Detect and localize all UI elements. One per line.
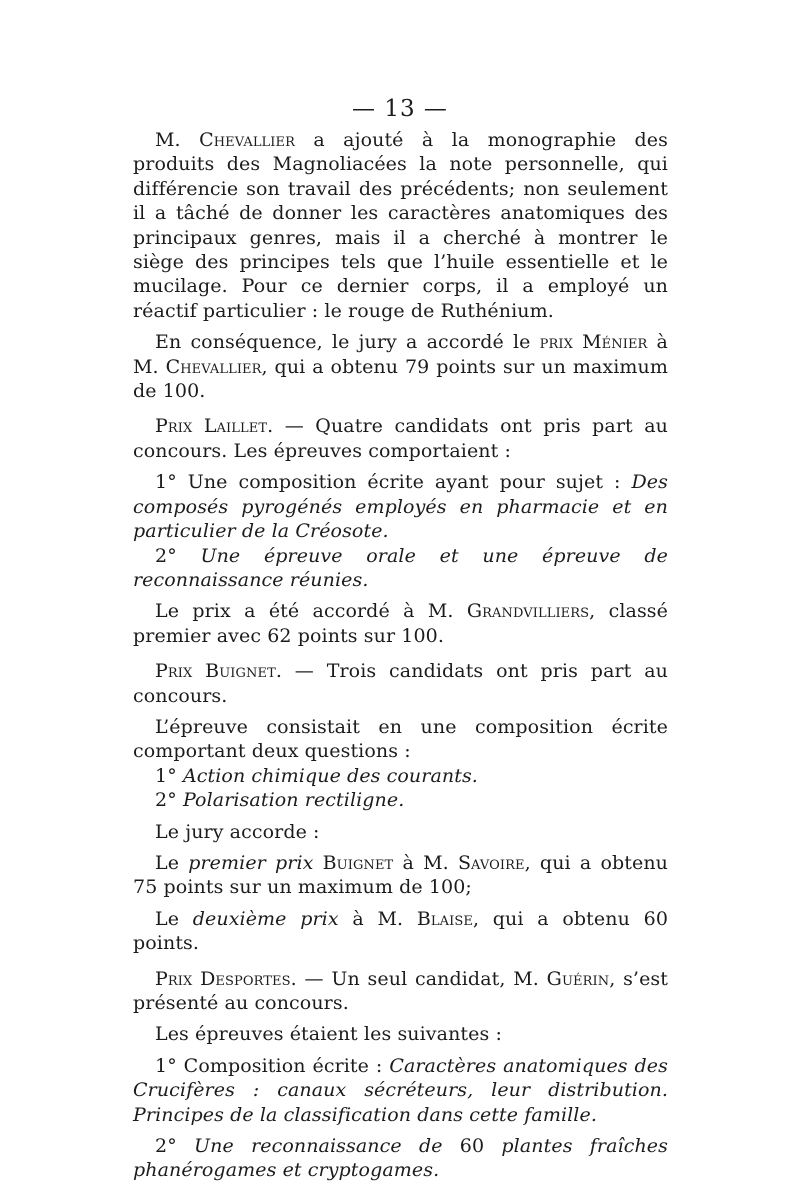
text-run: En conséquence, le jury a accordé le xyxy=(155,331,540,354)
paragraph-prix-menier-award xyxy=(133,330,668,403)
text-run xyxy=(313,852,322,874)
text-run: 60 xyxy=(442,1135,502,1158)
text-run: Chevallier xyxy=(199,129,295,151)
text-run: prix Ménier xyxy=(539,331,648,354)
text-run: à M. xyxy=(393,851,458,874)
text-run: Savoire xyxy=(457,851,525,874)
text-run: Une reconnaissance de xyxy=(194,1135,443,1158)
text-run: Une épreuve orale et une épreuve de reconnaissance réunies. xyxy=(133,544,668,591)
paragraph-buignet-item-2 xyxy=(133,788,668,812)
text-run: Polarisation rectiligne. xyxy=(182,789,405,812)
text-run: Des composés pyrogénés employés en pharmacie et en particulier de la Créosote. xyxy=(133,471,668,543)
text-run: , qui a obtenu 79 points sur un maximum de 100. xyxy=(133,355,668,403)
text-run: , classé premier avec 62 points sur 100. xyxy=(133,600,669,647)
text-run: 2° xyxy=(155,1135,195,1158)
paragraph-buignet-exam xyxy=(133,715,668,764)
text-run: , qui a obtenu 75 points sur un maximum de 100; xyxy=(133,851,669,899)
paragraph-laillet-award xyxy=(133,599,668,648)
page-number: — 13 — xyxy=(352,96,448,122)
paragraph-prix-desportes xyxy=(133,967,668,1016)
text-run: . — Quatre candidats ont pris part au concours. Les épreuves comportaient : xyxy=(133,415,668,462)
text-run: Prix Desportes xyxy=(155,967,291,990)
text-run: premier prix xyxy=(188,851,314,874)
text-run: deuxième prix xyxy=(192,907,339,930)
text-run: Prix Laillet xyxy=(155,415,268,438)
text-run: Le prix a été accordé à M. xyxy=(155,600,467,623)
text-run: Chevallier xyxy=(165,355,262,378)
text-run: Prix Buignet xyxy=(155,660,276,683)
paragraph-jury-accorde xyxy=(133,820,668,844)
text-run: M. xyxy=(155,129,200,151)
paragraph-prix-buignet xyxy=(133,659,668,708)
text-run: 1° xyxy=(155,764,183,787)
text-run: Les épreuves étaient les suivantes : xyxy=(155,1023,502,1046)
text-run: . — Un seul candidat, M. xyxy=(290,967,547,990)
text-run: Le xyxy=(155,907,193,930)
text-run: Caractères anatomiques des Crucifères : canaux sécréteurs, leur distribution. Principes de la classification dans cette famille. xyxy=(133,1054,668,1126)
paragraph-laillet-item-2 xyxy=(133,544,668,593)
paragraph-prix-laillet xyxy=(133,414,668,463)
text-run: Blaise xyxy=(416,907,473,930)
text-run: Buignet xyxy=(322,851,394,874)
text-run: , s’est présenté au concours. xyxy=(133,967,668,1014)
paragraph-desportes-exam xyxy=(133,1022,668,1046)
paragraph-desportes-item-2 xyxy=(133,1134,668,1183)
text-run: Grandvilliers xyxy=(466,600,590,623)
text-run: a ajouté à la monographie des produits des Magnoliacées la note personnelle, qui différencie son travail des précédents; non seulement il a tâché de donner les caractères anatomiques des principaux genres, mais il a cherché à montrer le siège des principes tels que l’huile essentielle et le mucilage. Pour ce dernier corps, il a employé un réactif particulier : le rouge de Ruthénium. xyxy=(133,129,668,322)
text-run: Le jury accorde : xyxy=(155,820,320,843)
paragraph-premier-prix xyxy=(133,851,668,900)
text-run: 2° xyxy=(155,544,201,567)
text-run: Guérin xyxy=(546,967,610,990)
text-run: . — Trois candidats ont pris part au concours. xyxy=(133,660,668,707)
body-text xyxy=(133,128,668,1183)
text-run: 1° Une composition écrite ayant pour sujet : xyxy=(155,471,632,494)
paragraph-deuxieme-prix xyxy=(133,907,668,956)
text-run: à M. xyxy=(133,331,668,378)
paragraph-chevallier-monograph xyxy=(133,128,668,323)
text-run: 1° Composition écrite : xyxy=(155,1054,390,1077)
text-run: 2° xyxy=(155,789,183,812)
paragraph-buignet-item-1 xyxy=(133,764,668,788)
text-run: L’épreuve consistait en une composition écrite comportant deux questions : xyxy=(133,715,668,763)
text-run: à M. xyxy=(338,907,417,930)
text-run: , qui a obtenu 60 points. xyxy=(133,907,669,955)
text-run: Le xyxy=(155,851,189,874)
paragraph-desportes-item-1 xyxy=(133,1054,668,1127)
text-run: plantes fraîches phanérogames et cryptogames. xyxy=(133,1135,668,1182)
paragraph-laillet-item-1 xyxy=(133,470,668,543)
text-run: Action chimique des courants. xyxy=(182,764,478,787)
